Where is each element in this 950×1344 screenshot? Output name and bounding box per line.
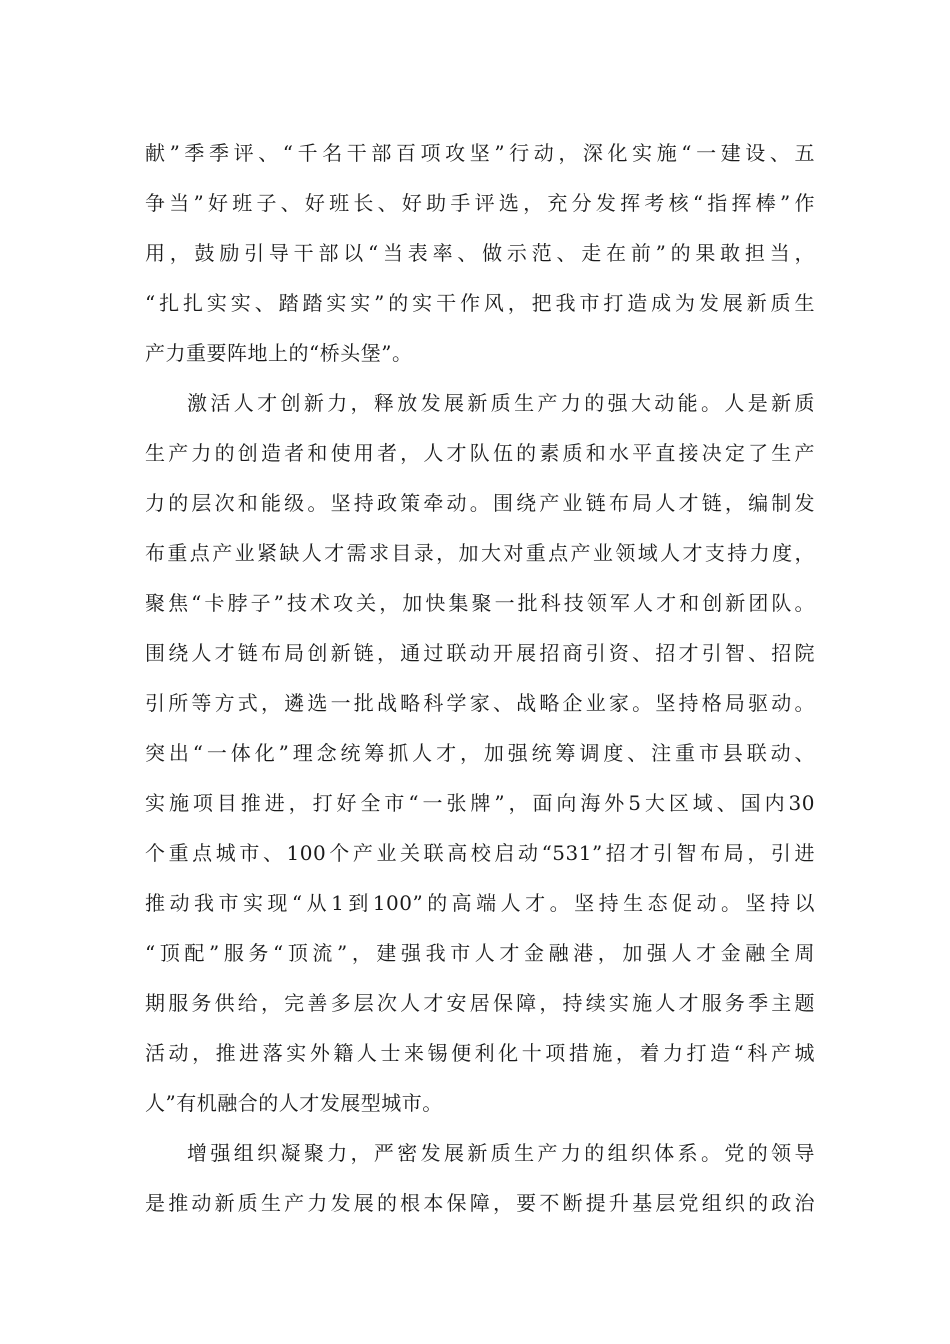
document-body (145, 134, 815, 1234)
text-line: 聚焦“卡脖子”技术攻关，加快集聚一批科技领军人才和创新团队。 (145, 591, 815, 615)
text-line: 争当”好班子、好班长、好助手评选，充分发挥考核“指挥棒”作 (145, 191, 815, 215)
text-line: 产力重要阵地上的“桥头堡”。 (145, 341, 413, 365)
text-line: 引所等方式，遴选一批战略科学家、战略企业家。坚持格局驱动。 (145, 691, 815, 715)
text-line: 力的层次和能级。坚持政策牵动。围绕产业链布局人才链，编制发 (145, 491, 815, 515)
text-line: 突出“一体化”理念统筹抓人才，加强统筹调度、注重市县联动、 (145, 741, 815, 765)
text-line: 献”季季评、“千名干部百项攻坚”行动，深化实施“一建设、五 (145, 141, 815, 165)
paragraph-first-line: 增强组织凝聚力，严密发展新质生产力的组织体系。党的领导 (187, 1141, 815, 1165)
text-line: 人”有机融合的人才发展型城市。 (145, 1091, 443, 1115)
text-line: 布重点产业紧缺人才需求目录，加大对重点产业领域人才支持力度， (145, 541, 815, 565)
text-line: 实施项目推进，打好全市“一张牌”，面向海外5大区域、国内30 (145, 791, 815, 815)
paragraph-first-line: 激活人才创新力，释放发展新质生产力的强大动能。人是新质 (187, 391, 815, 415)
text-line: 生产力的创造者和使用者，人才队伍的素质和水平直接决定了生产 (145, 441, 815, 465)
text-line: 围绕人才链布局创新链，通过联动开展招商引资、招才引智、招院 (145, 641, 815, 665)
text-line: “扎扎实实、踏踏实实”的实干作风，把我市打造成为发展新质生 (145, 291, 815, 315)
text-line: 是推动新质生产力发展的根本保障，要不断提升基层党组织的政治 (145, 1191, 815, 1215)
text-line: 期服务供给，完善多层次人才安居保障，持续实施人才服务季主题 (145, 991, 815, 1015)
text-line: “顶配”服务“顶流”，建强我市人才金融港，加强人才金融全周 (145, 941, 815, 965)
text-line: 个重点城市、100个产业关联高校启动“531”招才引智布局，引进 (145, 841, 815, 865)
text-line: 活动，推进落实外籍人士来锡便利化十项措施，着力打造“科产城 (145, 1041, 815, 1065)
text-line: 推动我市实现“从1到100”的高端人才。坚持生态促动。坚持以 (145, 891, 815, 915)
text-line: 用，鼓励引导干部以“当表率、做示范、走在前”的果敢担当， (145, 241, 815, 265)
